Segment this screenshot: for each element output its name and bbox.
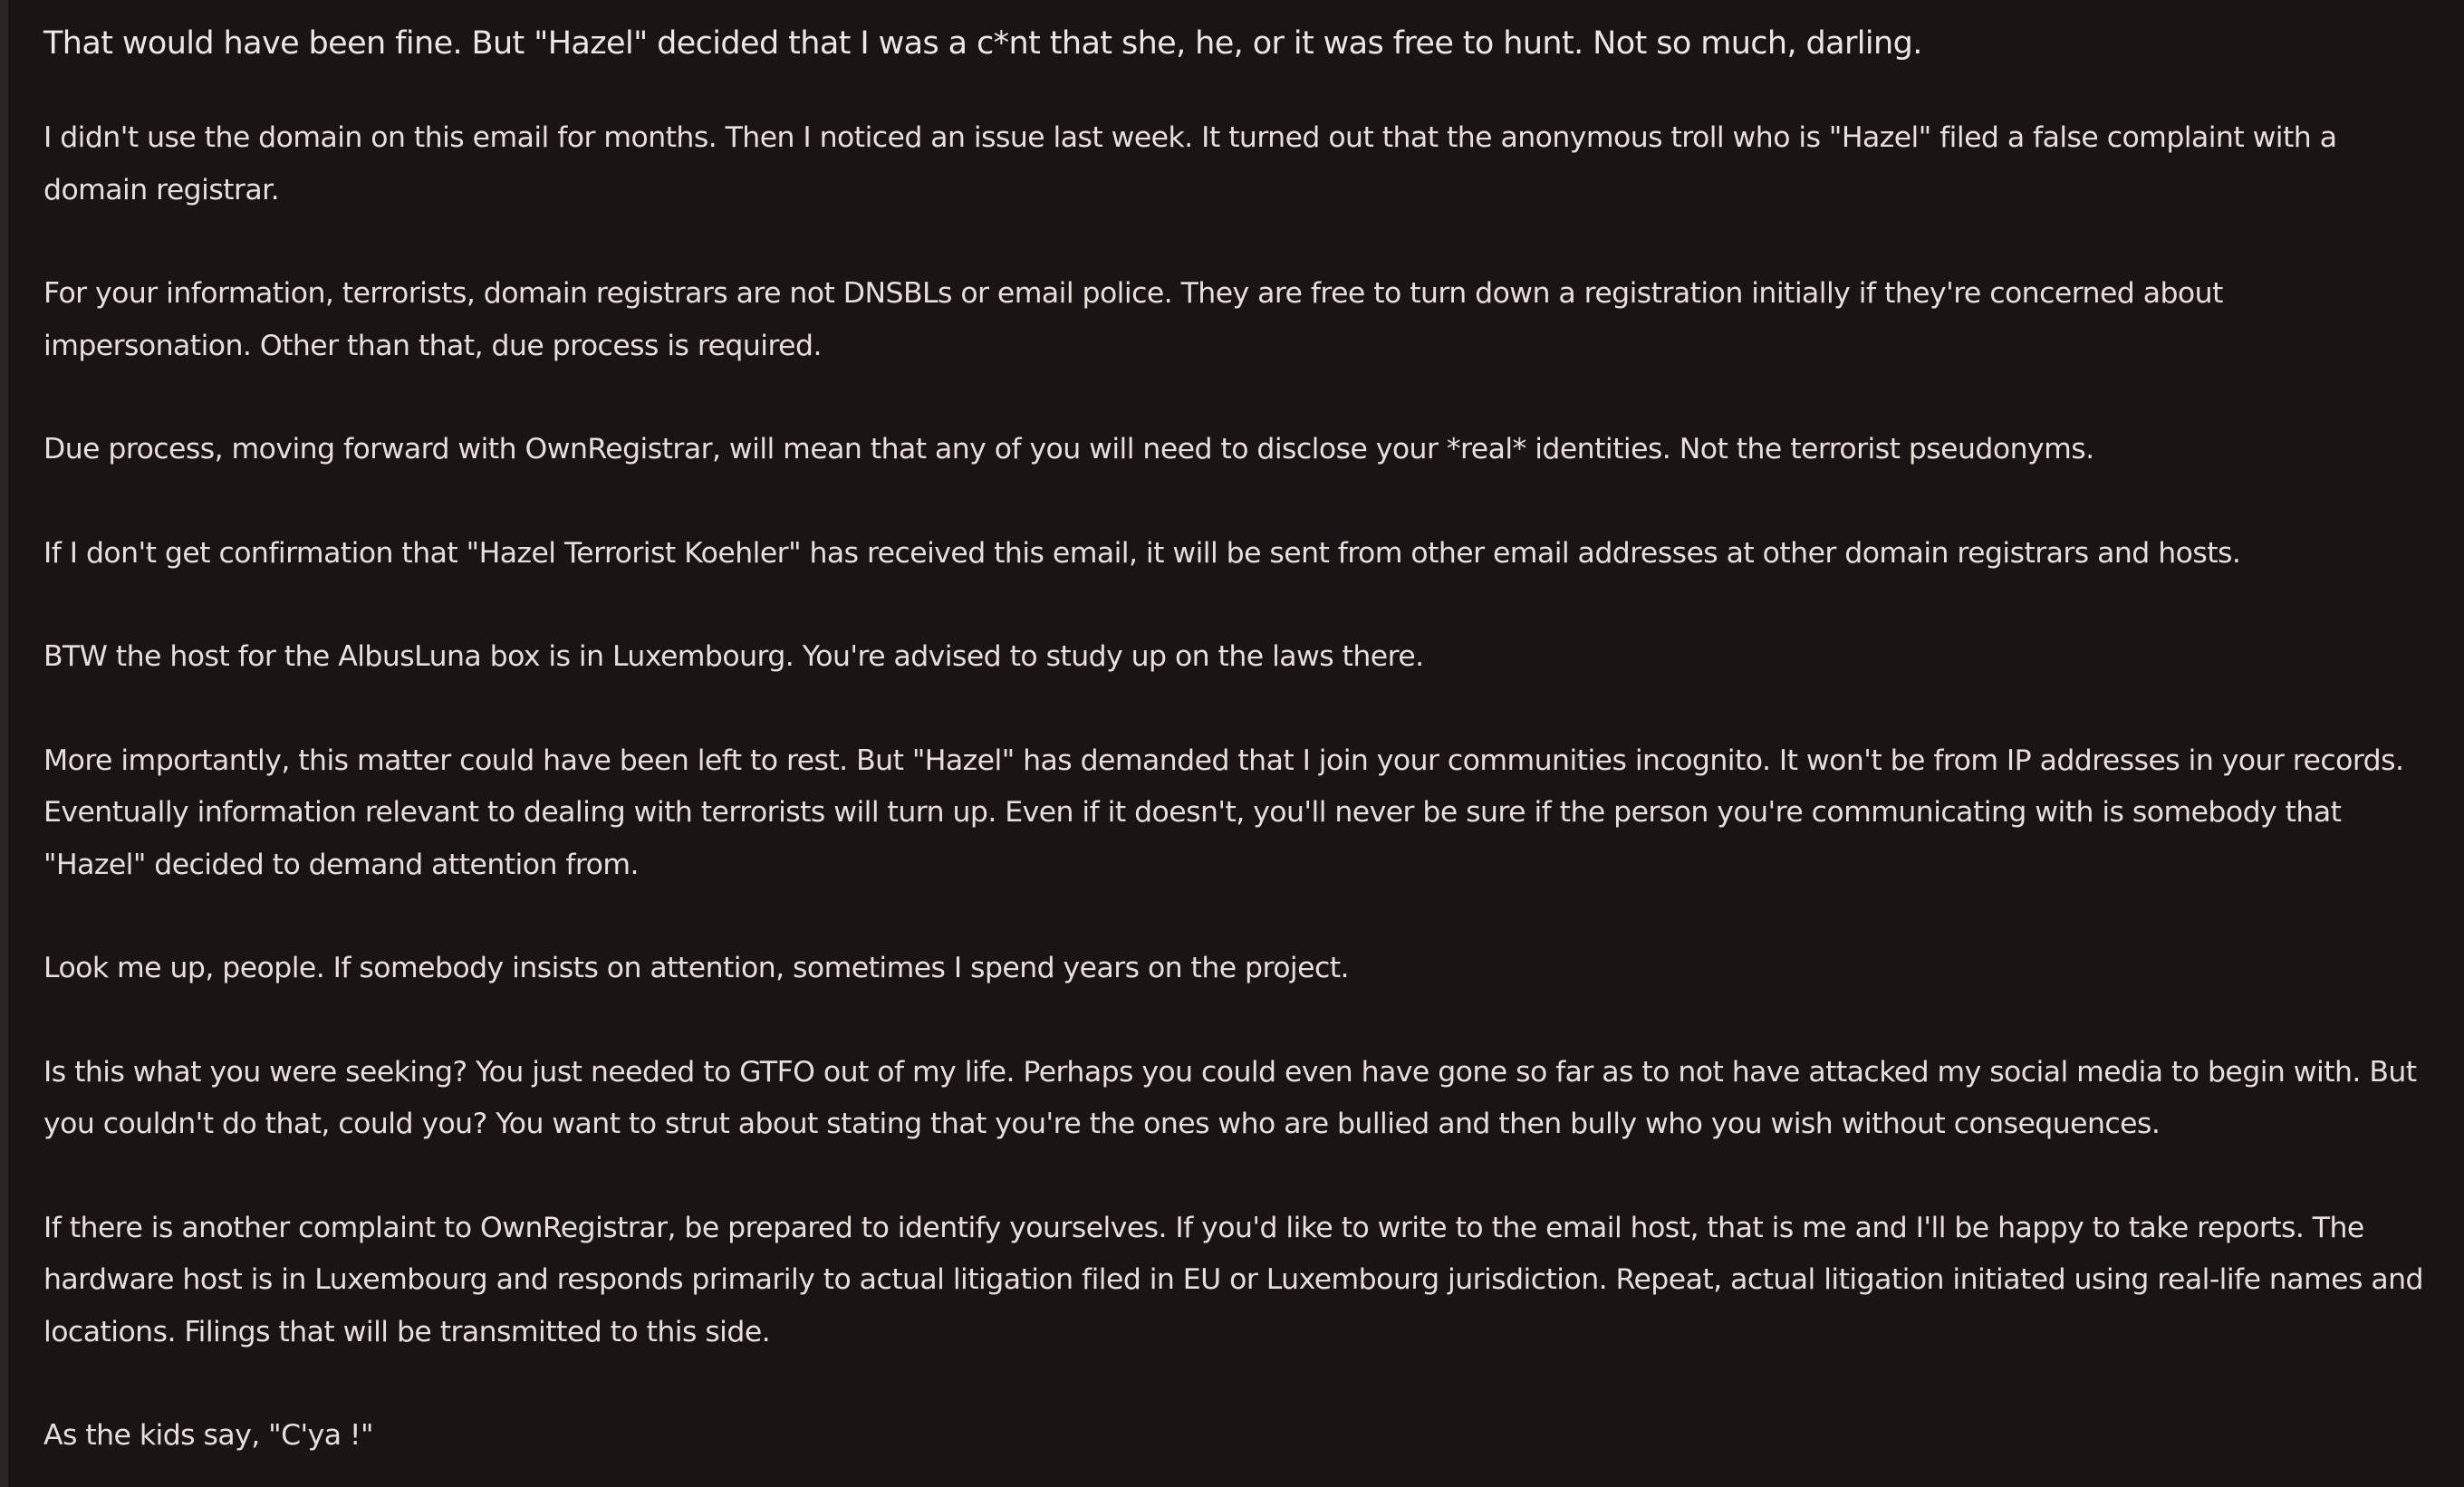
message-body <box>43 18 2435 1463</box>
message-paragraph-7: More importantly, this matter could have been left to rest. But "Hazel" has demanded that I join your communities incognito. It won't be from IP addresses in your records. Eventually information relevant to dealing with terrorists will turn up. Even if it doesn't, you'll never be sure if the person you're communicating with is somebody that "Hazel" decided to demand attention from. <box>43 744 2404 881</box>
message-paragraph-2: I didn't use the domain on this email for months. Then I noticed an issue last week. It turned out that the anonymous troll who is "Hazel" filed a false complaint with a domain registrar. <box>43 121 2337 206</box>
message-paragraph-4: Due process, moving forward with OwnRegistrar, will mean that any of you will need to disclose your *real* identities. Not the terrorist pseudonyms. <box>43 433 2094 465</box>
message-paragraph-9: Is this what you were seeking? You just needed to GTFO out of my life. Perhaps you could even have gone so far as to not have attacked my social media to begin with. But you couldn't do that, could you? You want to strut about stating that you're the ones who are bullied and then bully who you wish without consequences. <box>43 1055 2417 1140</box>
message-paragraph-10: If there is another complaint to OwnRegistrar, be prepared to identify yourselves. If you'd like to write to the email host, that is me and I'll be happy to take reports. The hardware host is in Luxembourg and responds primarily to actual litigation filed in EU or Luxembourg jurisdiction. Repeat, actual litigation initiated using real-life names and locations. Filings that will be transmitted to this side. <box>43 1211 2423 1348</box>
message-paragraph-3: For your information, terrorists, domain registrars are not DNSBLs or email police. They are free to turn down a registration initially if they're concerned about impersonation. Other than that, due process is required. <box>43 277 2223 362</box>
message-paragraph-11: As the kids say, "C'ya !" <box>43 1419 373 1452</box>
left-edge-bar <box>0 0 8 1487</box>
message-paragraph-5: If I don't get confirmation that "Hazel Terrorist Koehler" has received this email, it will be sent from other email addresses at other domain registrars and hosts. <box>43 536 2241 570</box>
message-paragraph-1: That would have been fine. But "Hazel" decided that I was a c*nt that she, he, or it was free to hunt. Not so much, darling. <box>43 25 1922 62</box>
message-paragraph-8: Look me up, people. If somebody insists on attention, sometimes I spend years on the project. <box>43 952 1349 984</box>
message-paragraph-6: BTW the host for the AlbusLuna box is in Luxembourg. You're advised to study up on the laws there. <box>43 640 1424 673</box>
